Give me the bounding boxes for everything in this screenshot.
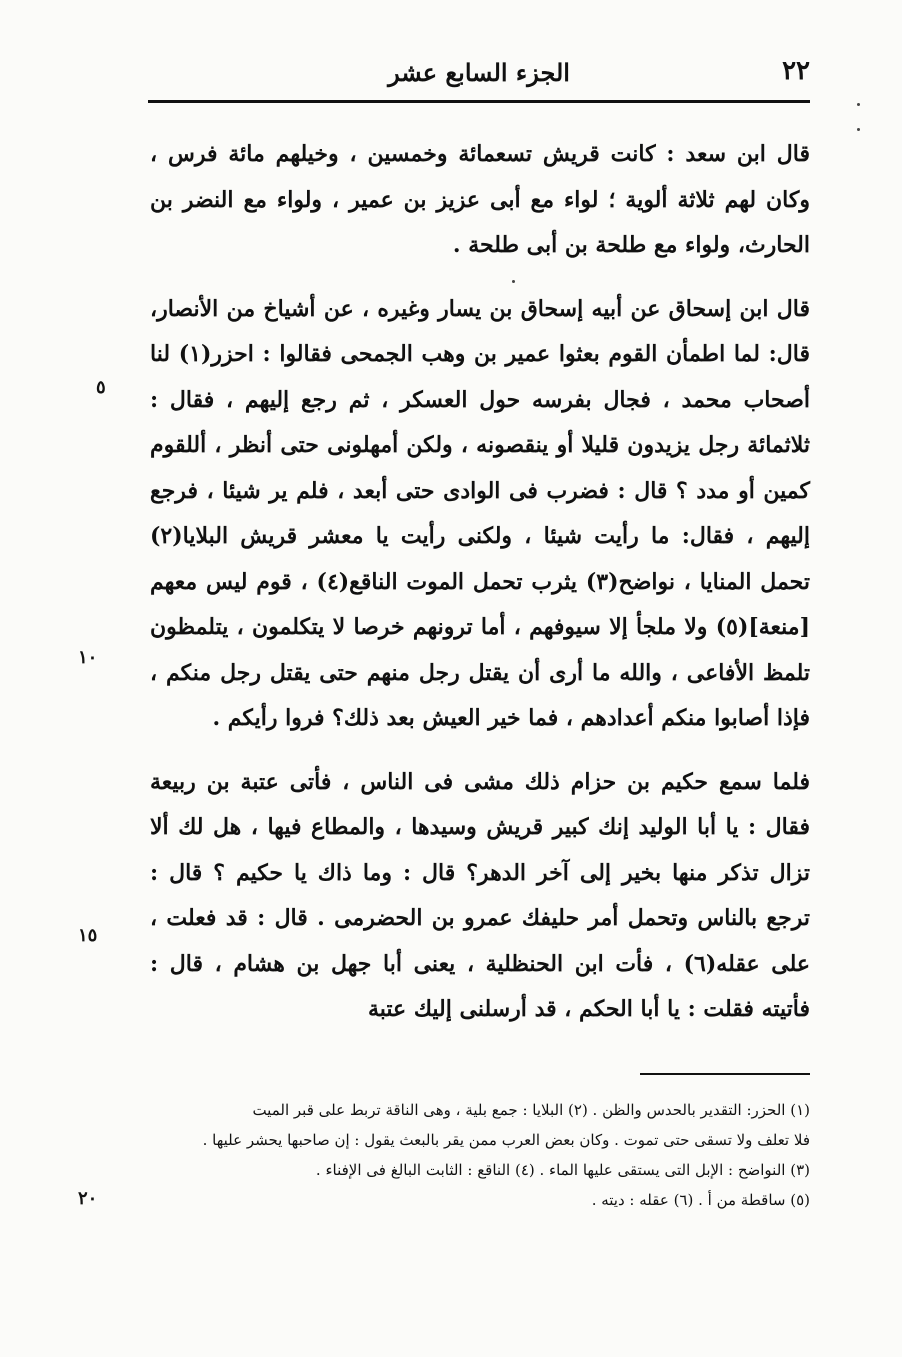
running-title: الجزء السابع عشر	[388, 58, 570, 87]
scan-speck	[857, 128, 860, 131]
scan-speck	[512, 280, 515, 283]
scan-speck	[857, 103, 860, 106]
footnote-line: (٣) النواضح : الإبل التى يستقى عليها الماء . (٤) الناقع : الثابت البالغ فى الإفناء .	[315, 1161, 810, 1179]
paragraph-hakim: فلما سمع حكيم بن حزام ذلك مشى فى الناس ، فأتى عتبة بن ربيعة فقال : يا أبا الوليد إنك كبير قريش وسيدها ، والمطاع فيها ، هل لك ألا تزال تذكر منها بخير إلى آخر الدهر؟ قال : وما ذاك يا حكيم ؟ قال : ترجع بالناس وتحمل أمر حليفك عمرو بن الحضرمى . قال : قد فعلت ، على عقله(٦) ، فأت ابن الحنظلية ، يعنى أبا جهل بن هشام ، قال : فأتيته فقلت : يا أبا الحكم ، قد أرسلنى إليك عتبة	[150, 768, 810, 1022]
main-text	[150, 132, 810, 1033]
page-header	[148, 48, 810, 103]
footnotes-separator	[640, 1073, 810, 1075]
footnote-line: (١) الحزر: التقدير بالحدس والظن . (٢) البلايا : جمع بلية ، وهى الناقة تربط على قبر الميت	[252, 1101, 810, 1119]
margin-line-number-5: ٥	[96, 377, 106, 398]
margin-line-number-15: ١٥	[78, 925, 98, 946]
footnote-line: (٥) ساقطة من أ . (٦) عقله : ديته .	[591, 1191, 810, 1209]
paragraph-ibn-saad: قال ابن سعد : كانت قريش تسعمائة وخمسين ، وخيلهم مائة فرس ، وكان لهم ثلاثة ألوية ؛ لواء مع أبى عزيز بن عمير ، ولواء مع النضر بن الحارث، ولواء مع طلحة بن أبى طلحة .	[150, 141, 810, 258]
footnotes	[150, 1095, 810, 1215]
paragraph-ibn-ishaq: قال ابن إسحاق عن أبيه إسحاق بن يسار وغيره ، عن أشياخ من الأنصار، قال: لما اطمأن القوم بعثوا عمير بن وهب الجمحى فقالوا : احزر(١) لنا أصحاب محمد ، فجال بفرسه حول العسكر ، ثم رجع إليهم ، فقال : ثلاثمائة رجل يزيدون قليلا أو ينقصونه ، ولكن أمهلونى حتى أنظر ، أللقوم كمين أو مدد ؟ قال : فضرب فى الوادى حتى أبعد ، فلم ير شيئا ، فرجع إليهم ، فقال: ما رأيت شيئا ، ولكنى رأيت يا معشر قريش البلايا(٢) تحمل المنايا ، نواضح(٣) يثرب تحمل الموت الناقع(٤) ، قوم ليس معهم [منعة](٥) ولا ملجأ إلا سيوفهم ، أما ترونهم خرصا لا يتكلمون ، يتلمظون تلمظ الأفاعى ، والله ما أرى أن يقتل رجل منهم حتى يقتل رجل منكم ، فإذا أصابوا منكم أعدادهم ، فما خير العيش بعد ذلك؟ فروا رأيكم .	[150, 295, 810, 731]
footnote-line: فلا تعلف ولا تسقى حتى تموت . وكان بعض العرب ممن يقر بالبعث يقول : إن صاحبها يحشر عليها .	[202, 1131, 810, 1149]
margin-line-number-20: ٢٠	[78, 1188, 98, 1209]
page-number: ٢٢	[782, 56, 810, 86]
margin-line-number-10: ١٠	[78, 647, 98, 668]
